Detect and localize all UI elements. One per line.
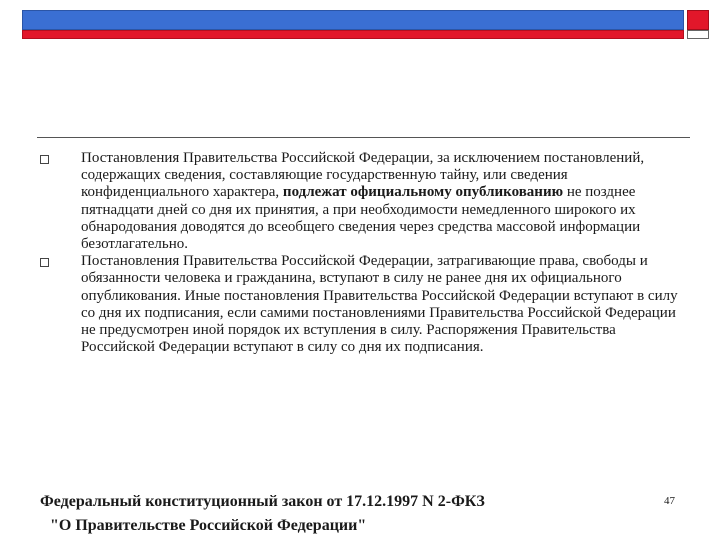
bullet-item-entry-into-force [38,253,678,356]
bullet-text: Постановления Правительства Российской Федерации, затрагивающие права, свободы и обязанности человека и гражданина, вступают в силу не ранее дня их официального опубликования. Иные постановления Правительства Российской Федерации вступают в силу со дня их подписания, если самими постановлениями Правительства Российской Федерации не предусмотрен иной порядок их вступления в силу. Распоряжения Правительства Российской Федерации вступают в силу со дня их подписания. [81,253,678,356]
header-corner-red-square [687,10,709,30]
header-blue-bar [22,10,684,30]
bullet-list [38,150,678,356]
source-citation [40,490,485,538]
bullet-text-part: Постановления Правительства Российской Федерации, за исключением постановлений, содержащих сведения, составляющие государственную тайну, или сведения конфиденциального характера, [81,150,645,201]
bullet-emphasis-text: подлежат официальному опубликованию [282,184,564,201]
citation-line-2: "О Правительстве Российской Федерации" [50,517,367,534]
checkbox-square-icon [40,258,49,267]
checkbox-square-icon [40,155,49,164]
header-corner-white-square [687,30,709,39]
citation-line-1: Федеральный конституционный закон от 17.12.1997 N 2-ФКЗ [40,493,485,510]
bullet-text-part: не позднее пятнадцати дней со дня их принятия, а при необходимости немедленного широкого их обнародования доводятся до всеобщего сведения через средства массовой информации безотлагательно. [81,184,641,253]
title-divider-line [37,137,690,138]
header-red-bar [22,30,684,39]
page-number: 47 [664,495,675,507]
bullet-item-publication [38,150,678,253]
